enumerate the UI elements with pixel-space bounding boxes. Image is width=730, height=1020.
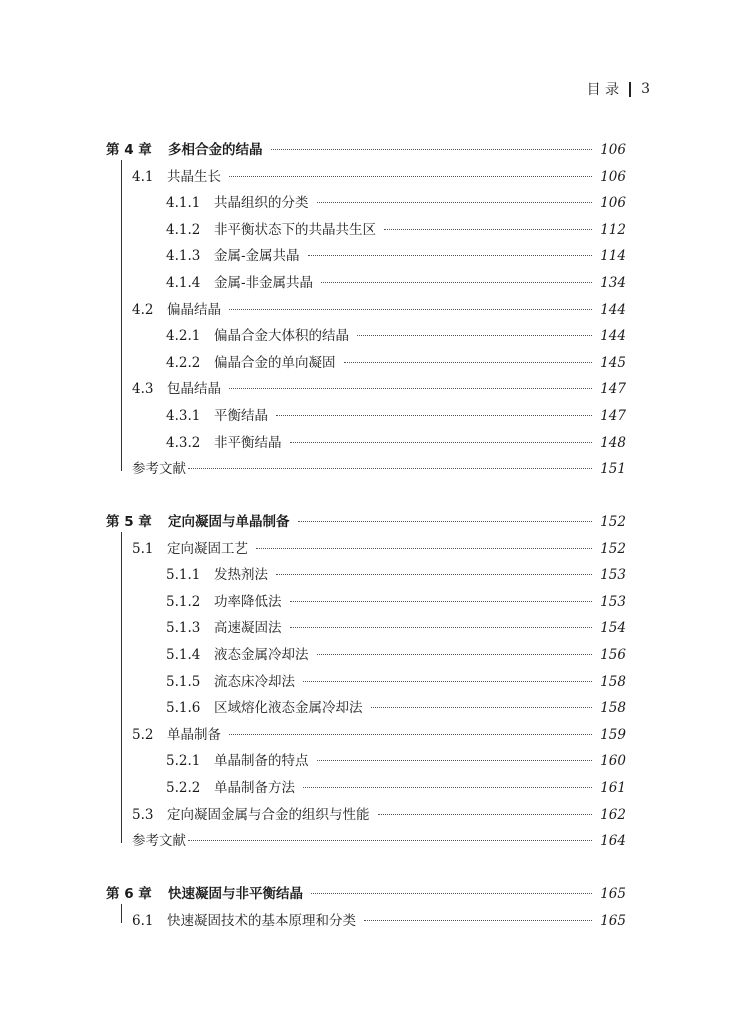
entry-title: 区域熔化液态金属冷却法 (214, 700, 363, 717)
entry-number: 5.1.1 (166, 567, 201, 584)
leader-dots (229, 734, 592, 735)
entry-page-number: 162 (600, 806, 626, 823)
entry-title: 单晶制备 (167, 726, 221, 743)
entry-number: 5.2.1 (166, 753, 201, 770)
leader-dots (303, 681, 592, 682)
leader-dots (256, 548, 592, 549)
entry-page-number: 165 (600, 912, 626, 929)
subsection-entry (166, 220, 626, 240)
entry-title: 偏晶结晶 (167, 301, 221, 318)
entry-title: 发热剂法 (214, 567, 268, 584)
entry-page-number: 153 (600, 567, 626, 584)
references-entry (132, 459, 626, 479)
entry-page-number: 153 (600, 593, 626, 610)
chapter-entry (106, 140, 626, 160)
leader-dots (229, 388, 592, 389)
chapter-entry (106, 884, 626, 904)
entry-page-number: 159 (600, 726, 626, 743)
entry-title: 液态金属冷却法 (214, 647, 309, 663)
entry-number: 5.2 (132, 726, 154, 743)
entry-page-number: 144 (600, 301, 626, 318)
section-entry (132, 725, 626, 745)
subsection-entry (166, 193, 626, 213)
entry-page-number: 112 (600, 221, 626, 238)
chapter-rule (121, 160, 122, 471)
leader-dots (311, 893, 592, 894)
section-entry (132, 300, 626, 320)
subsection-entry (166, 698, 626, 718)
section-entry (132, 379, 626, 399)
entry-page-number: 148 (600, 434, 626, 451)
leader-dots (321, 282, 592, 283)
leader-dots (290, 601, 593, 602)
references-entry (132, 831, 626, 851)
subsection-entry (166, 592, 626, 612)
entry-number: 5.1.4 (166, 647, 201, 663)
entry-number: 4.2.1 (166, 328, 201, 345)
header-separator (629, 82, 631, 97)
entry-number: 5.1 (132, 540, 154, 557)
entry-number: 5.2.2 (166, 780, 201, 796)
entry-number: 4.2 (132, 301, 154, 318)
leader-dots (378, 814, 593, 815)
section-entry (132, 805, 626, 825)
leader-dots (317, 760, 593, 761)
entry-title: 包晶结晶 (167, 381, 221, 398)
entry-title: 定向凝固与单晶制备 (168, 514, 290, 530)
subsection-entry (166, 273, 626, 293)
entry-number: 第 6 章 (106, 886, 152, 902)
entry-page-number: 134 (600, 275, 626, 291)
leader-dots (290, 627, 593, 628)
entry-number: 5.1.5 (166, 673, 201, 690)
subsection-entry (166, 353, 626, 373)
leader-dots (290, 442, 593, 443)
entry-title: 单晶制备的特点 (214, 753, 309, 770)
entry-number: 4.1.4 (166, 275, 201, 291)
subsection-entry (166, 645, 626, 665)
leader-dots (344, 362, 593, 363)
header-page-number: 3 (641, 81, 650, 97)
subsection-entry (166, 751, 626, 771)
entry-page-number: 154 (600, 620, 626, 637)
subsection-entry (166, 778, 626, 798)
entry-page-number: 156 (600, 647, 626, 663)
entry-title: 流态床冷却法 (214, 673, 295, 690)
subsection-entry (166, 433, 626, 453)
entry-title: 功率降低法 (214, 593, 282, 610)
entry-page-number: 152 (600, 540, 626, 557)
subsection-entry (166, 406, 626, 426)
entry-number: 4.1.2 (166, 221, 201, 238)
entry-title: 偏晶合金大体积的结晶 (214, 328, 349, 345)
entry-title: 金属-非金属共晶 (214, 275, 314, 291)
entry-title: 定向凝固金属与合金的组织与性能 (167, 806, 370, 823)
entry-page-number: 158 (600, 700, 626, 717)
entry-page-number: 152 (600, 514, 626, 530)
entry-number: 6.1 (132, 912, 154, 929)
entry-title: 参考文献 (132, 461, 186, 478)
section-entry (132, 539, 626, 559)
leader-dots (317, 654, 593, 655)
entry-number: 4.2.2 (166, 354, 201, 371)
entry-page-number: 106 (600, 168, 626, 185)
subsection-entry (166, 246, 626, 266)
entry-page-number: 164 (600, 833, 626, 850)
section-entry (132, 167, 626, 187)
entry-title: 共晶组织的分类 (214, 195, 309, 212)
chapter-rule (121, 904, 122, 923)
leader-dots (364, 920, 592, 921)
entry-page-number: 147 (600, 408, 626, 424)
subsection-entry (166, 565, 626, 585)
leader-dots (357, 335, 592, 336)
entry-title: 非平衡结晶 (214, 434, 282, 451)
entry-number: 5.1.6 (166, 700, 201, 717)
leader-dots (229, 309, 592, 310)
subsection-entry (166, 326, 626, 346)
leader-dots (229, 176, 592, 177)
entry-page-number: 160 (600, 753, 626, 770)
leader-dots (276, 415, 592, 416)
entry-title: 共晶生长 (167, 168, 221, 185)
entry-page-number: 165 (600, 886, 626, 902)
entry-title: 快速凝固技术的基本原理和分类 (167, 912, 356, 929)
leader-dots (188, 840, 592, 841)
entry-title: 参考文献 (132, 833, 186, 850)
leader-dots (317, 202, 593, 203)
entry-page-number: 147 (600, 381, 626, 398)
leader-dots (271, 149, 593, 150)
entry-page-number: 145 (600, 354, 626, 371)
entry-number: 第 5 章 (106, 514, 152, 530)
leader-dots (303, 787, 592, 788)
entry-page-number: 151 (600, 461, 626, 478)
entry-title: 非平衡状态下的共晶共生区 (214, 221, 376, 238)
entry-number: 4.1.3 (166, 248, 201, 265)
entry-page-number: 158 (600, 673, 626, 690)
entry-number: 4.3.2 (166, 434, 201, 451)
entry-number: 4.3 (132, 381, 154, 398)
entry-title: 平衡结晶 (214, 408, 268, 424)
entry-number: 4.1 (132, 168, 154, 185)
entry-page-number: 106 (600, 142, 626, 158)
entry-title: 定向凝固工艺 (167, 540, 248, 557)
section-entry (132, 911, 626, 931)
leader-dots (276, 574, 592, 575)
entry-title: 金属-金属共晶 (214, 248, 300, 265)
entry-number: 4.1.1 (166, 195, 201, 212)
entry-page-number: 161 (600, 780, 626, 796)
leader-dots (298, 521, 593, 522)
entry-title: 偏晶合金的单向凝固 (214, 354, 336, 371)
entry-number: 5.1.3 (166, 620, 201, 637)
header-label: 目 录 (586, 82, 620, 98)
subsection-entry (166, 618, 626, 638)
entry-title: 单晶制备方法 (214, 780, 295, 796)
chapter-rule (121, 532, 122, 843)
entry-page-number: 106 (600, 195, 626, 212)
entry-title: 快速凝固与非平衡结晶 (168, 886, 303, 902)
running-header (587, 79, 650, 99)
entry-page-number: 114 (600, 248, 626, 265)
leader-dots (308, 255, 592, 256)
entry-page-number: 144 (600, 328, 626, 345)
leader-dots (188, 468, 592, 469)
leader-dots (384, 229, 592, 230)
chapter-entry (106, 512, 626, 532)
entry-title: 多相合金的结晶 (168, 142, 263, 158)
entry-number: 5.1.2 (166, 593, 201, 610)
entry-number: 5.3 (132, 806, 154, 823)
subsection-entry (166, 672, 626, 692)
entry-title: 高速凝固法 (214, 620, 282, 637)
leader-dots (371, 707, 593, 708)
entry-number: 4.3.1 (166, 408, 201, 424)
entry-number: 第 4 章 (106, 142, 152, 158)
